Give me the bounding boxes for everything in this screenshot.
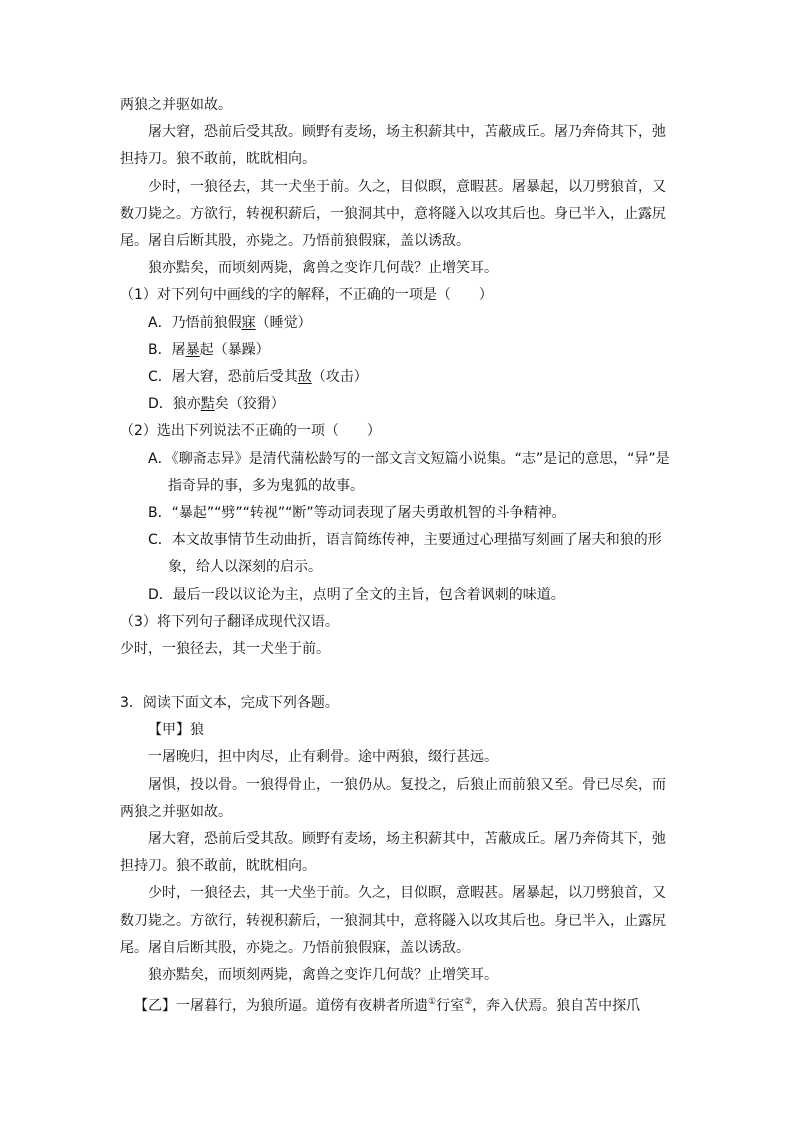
passage-yi-line bbox=[134, 992, 640, 1016]
passage-line: 屠大窘，恐前后受其敌。顾野有麦场，场主积薪其中，苫蔽成丘。屠乃奔倚其下，弛 bbox=[148, 831, 666, 847]
option-2a: A．《聊斋志异》是清代蒲松龄写的一部文言文短篇小说集。“志”是记的意思，“异”是 bbox=[148, 451, 670, 467]
passage-line: 两狼之并驱如故。 bbox=[120, 97, 232, 113]
passage-text: 行室 bbox=[436, 998, 465, 1014]
option-text: C．屠大窘，恐前后受其 bbox=[148, 369, 298, 385]
question-1: （1）对下列句中画线的字的解释，不正确的一项是（ ） bbox=[120, 287, 493, 303]
passage-line: 担持刀。狼不敢前，眈眈相向。 bbox=[120, 151, 316, 167]
underlined-char: 黠 bbox=[200, 396, 215, 412]
passage-line: 尾。屠自后断其股，亦毙之。乃悟前狼假寐，盖以诱敌。 bbox=[120, 233, 470, 249]
passage-line: 屠大窘，恐前后受其敌。顾野有麦场，场主积薪其中，苫蔽成丘。屠乃奔倚其下，弛 bbox=[148, 124, 666, 140]
question-2: （2）选出下列说法不正确的一项（ ） bbox=[120, 423, 381, 439]
passage-text: ，奔入伏焉。狼自苫中探爪 bbox=[472, 998, 641, 1014]
option-2c-cont: 象，给人以深刻的启示。 bbox=[168, 559, 322, 575]
passage-text: 【乙】一屠暮行，为狼所逼。道傍有夜耕者所遗 bbox=[134, 998, 428, 1014]
option-2d: D．最后一段以议论为主，点明了全文的主旨，包含着讽刺的味道。 bbox=[148, 587, 565, 603]
passage-line: 数刀毙之。方欲行，转视积薪后，一狼洞其中，意将隧入以攻其后也。身已半入，止露尻 bbox=[120, 206, 666, 222]
passage-line: 数刀毙之。方欲行，转视积薪后，一狼洞其中，意将隧入以攻其后也。身已半入，止露尻 bbox=[120, 913, 666, 929]
passage-line: 少时，一狼径去，其一犬坐于前。久之，目似瞑，意暇甚。屠暴起，以刀劈狼首，又 bbox=[148, 885, 666, 901]
option-2c: C．本文故事情节生动曲折，语言简练传神，主要通过心理描写刻画了屠夫和狼的形 bbox=[148, 532, 662, 548]
footnote-marker: ① bbox=[428, 997, 437, 1007]
passage-jia-title: 【甲】狼 bbox=[148, 722, 204, 738]
underlined-char: 暴 bbox=[185, 342, 200, 358]
passage-line: 狼亦黠矣，而顷刻两毙，禽兽之变诈几何哉？止增笑耳。 bbox=[148, 260, 498, 276]
passage-line: 尾。屠自后断其股，亦毙之。乃悟前狼假寐，盖以诱敌。 bbox=[120, 940, 470, 956]
translation-sentence: 少时，一狼径去，其一犬坐于前。 bbox=[120, 641, 330, 657]
footnote-marker: ② bbox=[464, 997, 473, 1007]
passage-line: 一屠晚归，担中肉尽，止有剩骨。途中两狼，缀行甚远。 bbox=[148, 749, 498, 765]
option-2b: B．“暴起”“劈”“转视”“断”等动词表现了屠夫勇敢机智的斗争精神。 bbox=[148, 505, 566, 521]
passage-line: 担持刀。狼不敢前，眈眈相向。 bbox=[120, 858, 316, 874]
underlined-char: 寐 bbox=[241, 315, 256, 331]
option-1a bbox=[148, 313, 312, 333]
option-2a-cont: 指奇异的事，多为鬼狐的故事。 bbox=[168, 478, 364, 494]
question-3: （3）将下列句子翻译成现代汉语。 bbox=[120, 614, 339, 630]
option-text: （攻击） bbox=[311, 369, 368, 385]
option-text: 起（暴躁） bbox=[199, 342, 270, 358]
passage-line: 少时，一狼径去，其一犬坐于前。久之，目似瞑，意暇甚。屠暴起，以刀劈狼首，又 bbox=[148, 179, 666, 195]
option-1c bbox=[148, 367, 368, 387]
passage-line: 两狼之并驱如故。 bbox=[120, 804, 232, 820]
option-1d bbox=[148, 394, 285, 414]
option-text: A．乃悟前狼假 bbox=[148, 315, 242, 331]
underlined-char: 敌 bbox=[297, 369, 312, 385]
section-3-heading: 3．阅读下面文本，完成下列各题。 bbox=[120, 695, 339, 711]
passage-line: 屠惧，投以骨。一狼得骨止，一狼仍从。复投之，后狼止而前狼又至。骨已尽矣，而 bbox=[148, 777, 666, 793]
option-1b bbox=[148, 340, 270, 360]
option-text: 矣（狡猾） bbox=[214, 396, 285, 412]
option-text: D．狼亦 bbox=[148, 396, 201, 412]
option-text: （睡觉） bbox=[255, 315, 312, 331]
option-text: B．屠 bbox=[148, 342, 186, 358]
passage-line: 狼亦黠矣，而顷刻两毙，禽兽之变诈几何哉？止增笑耳。 bbox=[148, 967, 498, 983]
